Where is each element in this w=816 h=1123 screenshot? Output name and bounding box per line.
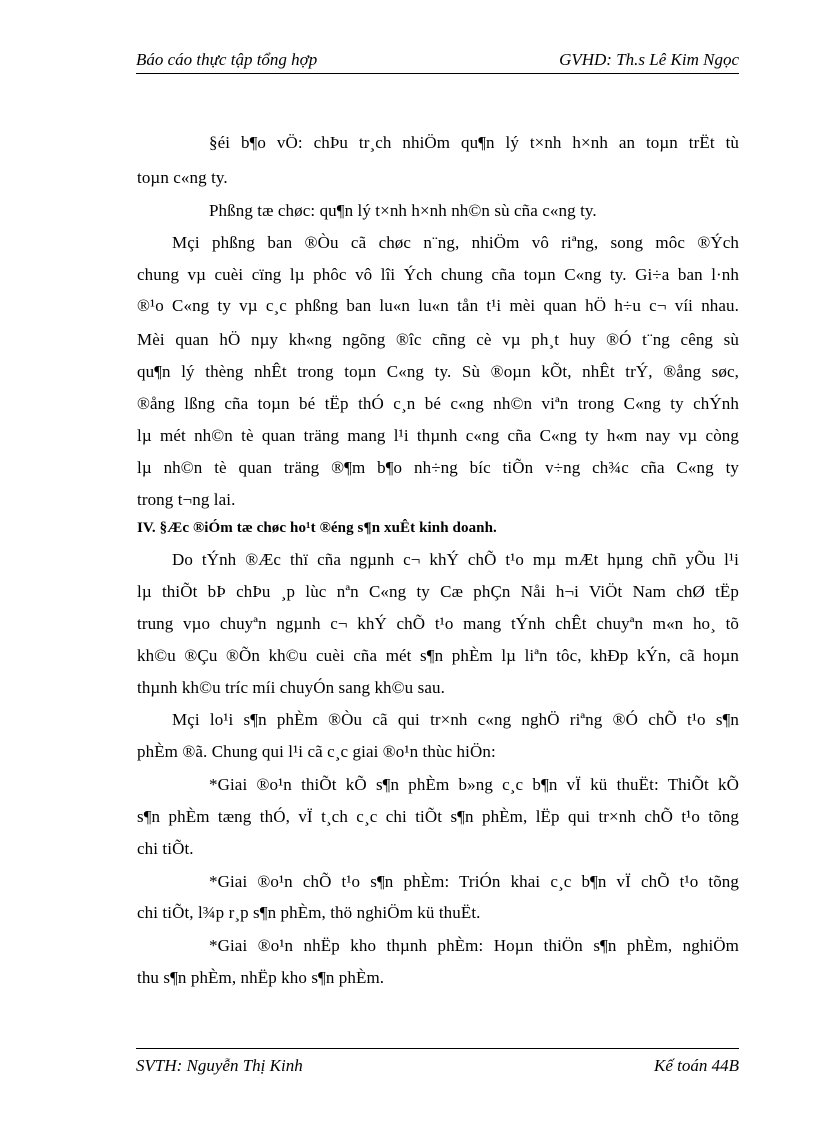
footer-rule: [136, 1048, 739, 1049]
body-line: Mçi phßng ban ®Òu cã chøc n¨ng, nhiÖm vô riªng, song môc ®Ých: [172, 233, 739, 252]
body-line: ®ång lßng cña toµn bé tËp thÓ c¸n bé c«ng nh©n viªn trong C«ng ty chÝnh: [137, 394, 739, 413]
body-line: chung vµ cuèi cïng lµ phôc vô lîi Ých chung cña toµn C«ng ty. Gi÷a ban l·nh: [137, 265, 739, 284]
body-line: *Giai ®o¹n chÕ t¹o s¶n phÈm: TriÓn khai c¸c b¶n vÏ chÕ t¹o tõng: [209, 872, 739, 891]
body-line: lµ mét nh©n tè quan träng mang l¹i thµnh c«ng cña C«ng ty h«m nay vµ còng: [137, 426, 739, 445]
body-line: ®¹o C«ng ty vµ c¸c phßng ban lu«n lu«n tån t¹i mèi quan hÖ h÷u c¬ víi nhau.: [137, 296, 739, 315]
body-line: §éi b¶o vÖ: chÞu tr¸ch nhiÖm qu¶n lý t×nh h×nh an toµn trËt tù: [209, 133, 739, 152]
body-line: qu¶n lý thèng nhÊt trong toµn C«ng ty. Sù ®oµn kÕt, nhÊt trÝ, ®ång søc,: [137, 362, 739, 381]
body-line: Do tÝnh ®Æc thï cña ngµnh c¬ khÝ chÕ t¹o mµ mÆt hµng chñ yÕu l¹i: [172, 550, 739, 569]
body-line: phÈm ®ã. Chung qui l¹i cã c¸c giai ®o¹n thùc hiÖn:: [137, 742, 496, 761]
body-line: chi tiÕt, l¾p r¸p s¶n phÈm, thö nghiÖm kü thuËt.: [137, 903, 481, 922]
body-line: kh©u ®Çu ®Õn kh©u cuèi cña mét s¶n phÈm lµ liªn tôc, khÐp kÝn, cã hoµn: [137, 646, 739, 665]
body-line: thµnh kh©u tríc míi chuyÓn sang kh©u sau.: [137, 678, 445, 697]
body-line: thu s¶n phÈm, nhËp kho s¶n phÈm.: [137, 968, 385, 987]
body-line: trong t¬ng lai.: [137, 490, 236, 509]
body-line: Phßng tæ chøc: qu¶n lý t×nh h×nh nh©n sù cña c«ng ty.: [209, 201, 597, 220]
body-line: *Giai ®o¹n thiÕt kÕ s¶n phÈm b»ng c¸c b¶n vÏ kü thuËt: ThiÕt kÕ: [209, 775, 739, 794]
header-supervisor: GVHD: Th.s Lê Kim Ngọc: [559, 50, 739, 69]
body-line: lµ nh©n tè quan träng ®¶m b¶o nh÷ng bíc tiÕn v÷ng ch¾c cña C«ng ty: [137, 458, 739, 477]
body-line: toµn c«ng ty.: [137, 168, 228, 187]
body-line: lµ thiÕt bÞ chÞu ¸p lùc nªn C«ng ty Cæ phÇn Nåi h¬i ViÖt Nam chØ tËp: [137, 582, 739, 601]
header-rule: [136, 73, 739, 74]
header-report-title: Báo cáo thực tập tổng hợp: [136, 50, 318, 69]
body-line: chi tiÕt.: [137, 839, 194, 858]
footer-class: Kế toán 44B: [654, 1056, 739, 1075]
body-line: Mèi quan hÖ nµy kh«ng ngõng ®îc cñng cè vµ ph¸t huy ®Ó t¨ng cêng sù: [137, 330, 739, 349]
body-line: *Giai ®o¹n nhËp kho thµnh phÈm: Hoµn thiÖn s¶n phÈm, nghiÖm: [209, 936, 739, 955]
body-line: Mçi lo¹i s¶n phÈm ®Òu cã qui tr×nh c«ng nghÖ riªng ®Ó chÕ t¹o s¶n: [172, 710, 739, 729]
body-line: trung vµo chuyªn ngµnh c¬ khÝ chÕ t¹o mang tÝnh chÊt chuyªn m«n ho¸ tõ: [137, 614, 739, 633]
section-heading: IV. §Æc ®iÓm tæ chøc ho¹t ®éng s¶n xuÊt kinh doanh.: [137, 520, 497, 536]
body-line: s¶n phÈm tæng thÓ, vÏ t¸ch c¸c chi tiÕt s¶n phÈm, lËp qui tr×nh chÕ t¹o tõng: [137, 807, 739, 826]
footer-student: SVTH: Nguyễn Thị Kinh: [136, 1056, 303, 1075]
